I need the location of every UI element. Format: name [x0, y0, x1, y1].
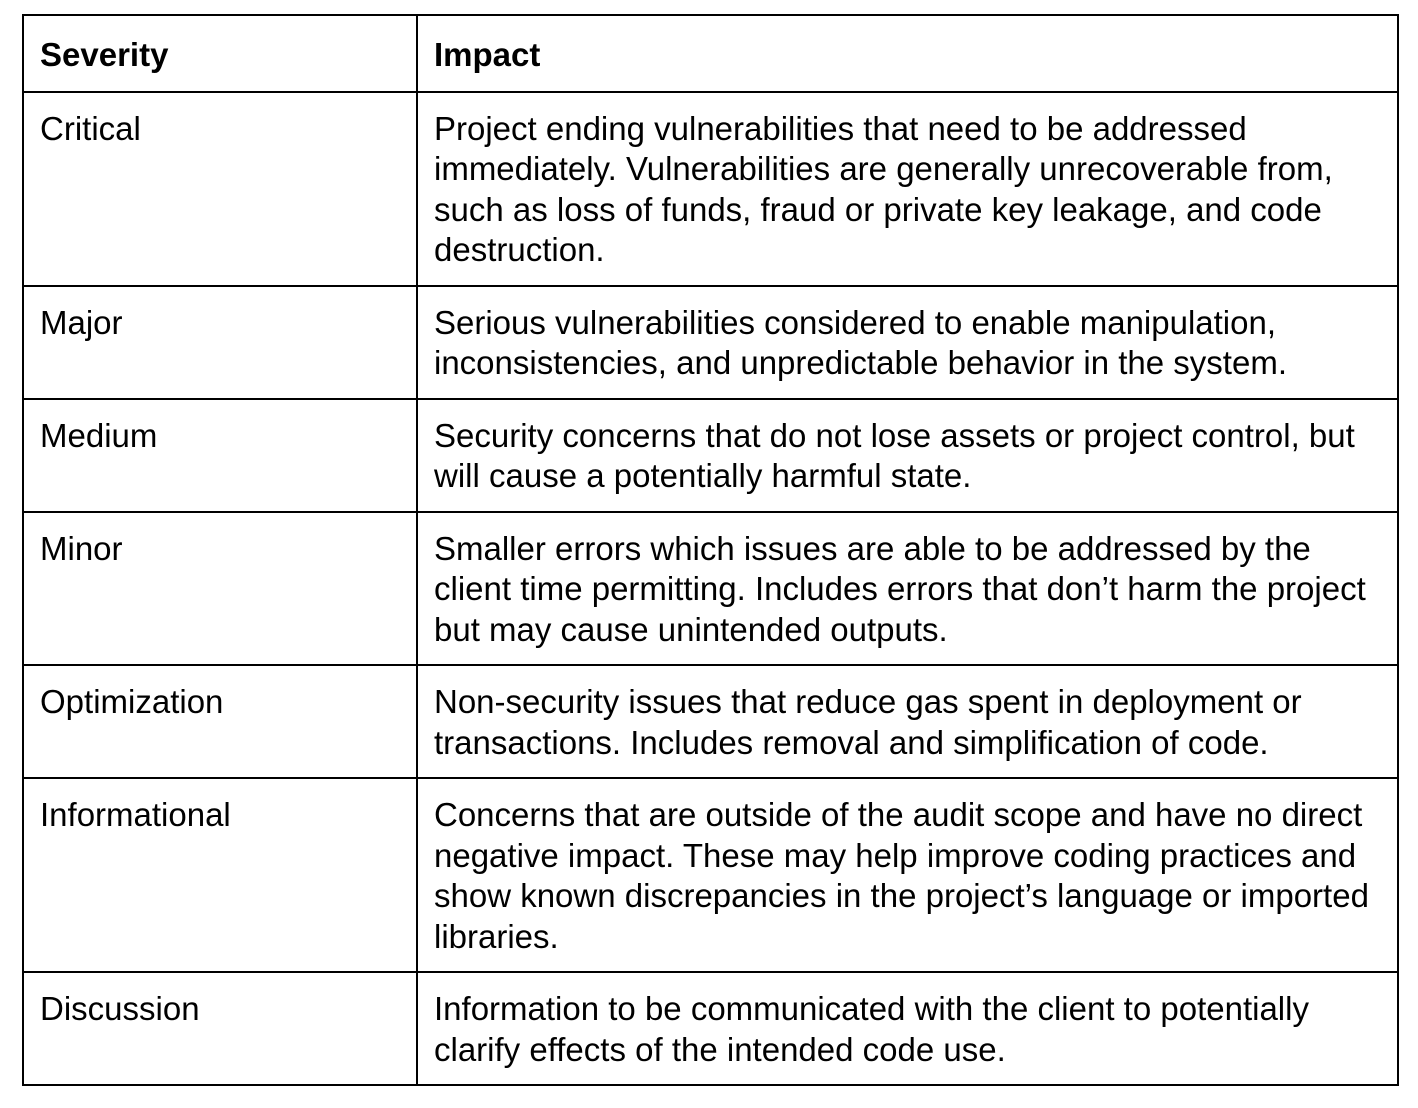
impact-cell: Security concerns that do not lose assets or project control, but will cause a potentially harmful state. — [417, 399, 1398, 512]
severity-cell: Minor — [23, 512, 417, 666]
table-header-row — [23, 15, 1398, 92]
header-impact: Impact — [417, 15, 1398, 92]
table-row — [23, 399, 1398, 512]
severity-cell: Medium — [23, 399, 417, 512]
severity-impact-table — [22, 14, 1399, 1086]
table-row — [23, 778, 1398, 972]
severity-cell: Optimization — [23, 665, 417, 778]
severity-cell: Major — [23, 286, 417, 399]
impact-cell: Information to be communicated with the client to potentially clarify effects of the intended code use. — [417, 972, 1398, 1085]
impact-cell: Project ending vulnerabilities that need to be addressed immediately. Vulnerabilities are generally unrecoverable from, such as loss of funds, fraud or private key leakage, and code destruction. — [417, 92, 1398, 286]
severity-cell: Informational — [23, 778, 417, 972]
impact-cell: Serious vulnerabilities considered to enable manipulation, inconsistencies, and unpredictable behavior in the system. — [417, 286, 1398, 399]
table-row — [23, 972, 1398, 1085]
table-row — [23, 286, 1398, 399]
severity-cell: Discussion — [23, 972, 417, 1085]
severity-cell: Critical — [23, 92, 417, 286]
table-row — [23, 92, 1398, 286]
table-row — [23, 512, 1398, 666]
impact-cell: Concerns that are outside of the audit scope and have no direct negative impact. These may help improve coding practices and show known discrepancies in the project’s language or imported libraries. — [417, 778, 1398, 972]
impact-cell: Non-security issues that reduce gas spent in deployment or transactions. Includes removal and simplification of code. — [417, 665, 1398, 778]
table-row — [23, 665, 1398, 778]
header-severity: Severity — [23, 15, 417, 92]
impact-cell: Smaller errors which issues are able to be addressed by the client time permitting. Includes errors that don’t harm the project but may cause unintended outputs. — [417, 512, 1398, 666]
